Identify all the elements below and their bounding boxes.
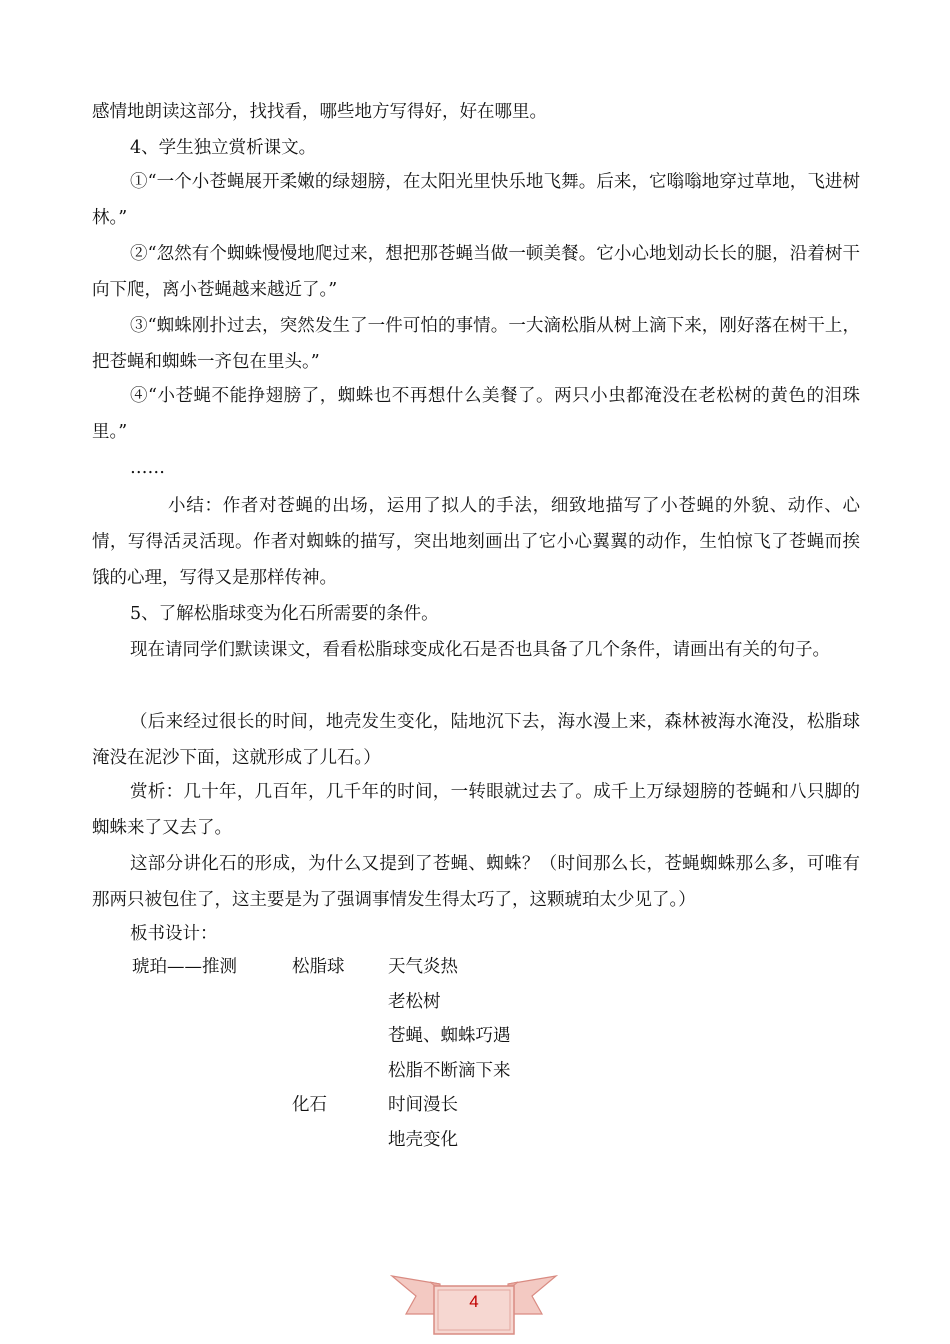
board-item: 天气炎热	[388, 957, 458, 977]
quote-4: ④“小苍蝇不能挣翅膀了，蜘蛛也不再想什么美餐了。两只小虫都淹没在老松树的黄色的泪珠里。”	[92, 386, 860, 442]
board-group-label: 松脂球	[292, 957, 345, 977]
board-item: 松脂不断滴下来	[388, 1061, 511, 1081]
answer-paragraph: （后来经过很长的时间，地壳发生变化，陆地沉下去，海水漫上来，森林被海水淹没，松脂球淹没在泥沙下面，这就形成了儿石。）	[92, 712, 860, 768]
board-item: 地壳变化	[388, 1130, 458, 1150]
summary-paragraph: 小结：作者对苍蝇的出场，运用了拟人的手法，细致地描写了小苍蝇的外貌、动作、心情，写得活灵活现。作者对蜘蛛的描写，突出地刻画出了它小心翼翼的动作，生怕惊飞了苍蝇而挨饿的心理，写得又是那样传神。	[92, 496, 860, 588]
appreciation-paragraph: 赏析：几十年，几百年，几千年的时间，一转眼就过去了。成千上万绿翅膀的苍蝇和八只脚的蜘蛛来了又去了。	[92, 782, 860, 838]
quote-3: ③“蜘蛛刚扑过去，突然发生了一件可怕的事情。一大滴松脂从树上滴下来，刚好落在树干上，把苍蝇和蜘蛛一齐包在里头。”	[92, 316, 860, 372]
paragraph-step-4: 4、学生独立赏析课文。	[130, 138, 317, 158]
board-item: 老松树	[388, 992, 441, 1012]
paragraph-intro: 感情地朗读这部分，找找看，哪些地方写得好，好在哪里。	[92, 102, 547, 122]
quote-1: ①“一个小苍蝇展开柔嫩的绿翅膀，在太阳光里快乐地飞舞。后来，它嗡嗡地穿过草地，飞进树林。”	[92, 172, 860, 228]
board-group-label: 化石	[292, 1095, 327, 1115]
board-topic: 琥珀——推测	[132, 957, 237, 977]
quote-2: ②“忽然有个蜘蛛慢慢地爬过来，想把那苍蝇当做一顿美餐。它小心地划动长长的腿，沿着树干向下爬，离小苍蝇越来越近了。”	[92, 244, 860, 300]
ellipsis: ……	[130, 458, 165, 478]
board-item: 苍蝇、蜘蛛巧遇	[388, 1026, 511, 1046]
page-number: 4	[469, 1292, 479, 1311]
board-item: 时间漫长	[388, 1095, 458, 1115]
paragraph-step-5: 5、了解松脂球变为化石所需要的条件。	[130, 604, 439, 624]
discussion-paragraph: 这部分讲化石的形成，为什么又提到了苍蝇、蜘蛛？（时间那么长，苍蝇蜘蛛那么多，可唯有那两只被包住了，这主要是为了强调事情发生得太巧了，这颗琥珀太少见了。）	[92, 854, 860, 910]
board-design-heading: 板书设计：	[130, 924, 218, 944]
instruction-paragraph: 现在请同学们默读课文，看看松脂球变成化石是否也具备了几个条件，请画出有关的句子。	[130, 640, 830, 660]
page-number-ribbon	[390, 1270, 558, 1336]
